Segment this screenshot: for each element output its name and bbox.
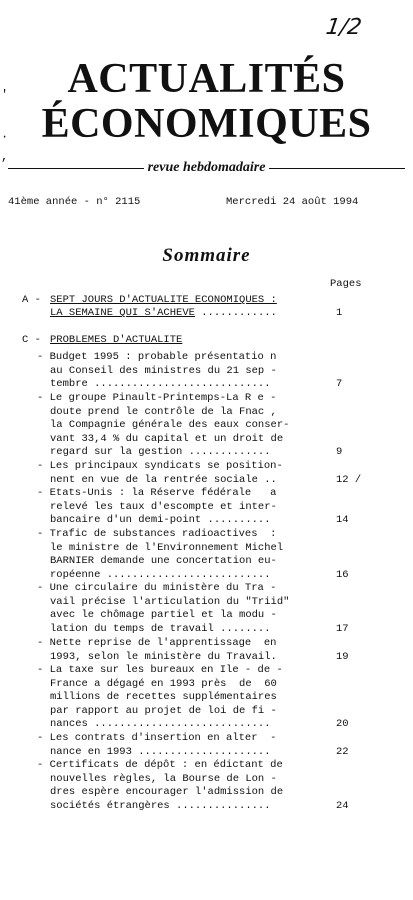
toc-item-page: 7 [336, 378, 343, 390]
toc-item-line: - Trafic de substances radioactives : [37, 528, 277, 540]
section-c-title: PROBLEMES D'ACTUALITE [50, 334, 183, 346]
section-a-title: SEPT JOURS D'ACTUALITE ECONOMIQUES : [50, 294, 277, 306]
section-a-subtitle: LA SEMAINE QUI S'ACHEVE [50, 307, 195, 319]
toc-item-page: 16 [336, 568, 349, 581]
toc-item-page: 20 [336, 718, 349, 730]
toc-item-line: nance en 1993 ..................... [50, 745, 271, 758]
toc-item-line: millions de recettes supplémentaires [50, 691, 277, 703]
title-line-2: ÉCONOMIQUES [41, 101, 372, 147]
toc-item-line: avec le chômage partiel et la modu - [50, 609, 277, 621]
toc-item-line: nances ............................ [50, 718, 271, 730]
subtitle-row [8, 159, 405, 177]
toc-item-line: - Etats-Unis : la Réserve fédérale a [37, 487, 277, 499]
subtitle: revue hebdomadaire [147, 160, 266, 175]
toc-item-page: 14 [336, 514, 349, 526]
toc-item-line: par rapport au projet de loi de fi - [50, 704, 277, 717]
toc-item-page: 24 [336, 799, 349, 812]
rule-left [8, 168, 144, 169]
toc-item-page: 17 [336, 622, 349, 635]
toc-item-line: - Une circulaire du ministère du Tra - [37, 582, 277, 594]
toc-item-line: - Les principaux syndicats se position- [37, 460, 283, 472]
toc-item-line: France a dégagé en 1993 près de 60 [50, 677, 277, 690]
toc-item-line: au Conseil des ministres du 21 sep - [50, 364, 277, 377]
toc-item-line: regard sur la gestion ............. [50, 446, 271, 458]
summary-heading: Sommaire [162, 245, 251, 266]
issue-date: Mercredi 24 août 1994 [226, 196, 359, 208]
toc-item-line: relevé les taux d'escompte et inter- [50, 500, 277, 513]
toc-item-line: nent en vue de la rentrée sociale .. [50, 473, 277, 486]
rule-right [269, 168, 405, 169]
toc-item-line: - La taxe sur les bureaux en Ile - de - [37, 664, 283, 676]
section-a-dots: ............ [201, 307, 277, 319]
margin-marks: · [1, 130, 9, 144]
toc-item-line: BARNIER demande une concertation eu- [50, 555, 277, 567]
toc-item-line: bancaire d'un demi-point .......... [50, 514, 271, 526]
title-line-1: ACTUALITÉS [67, 56, 346, 102]
toc-item-line: sociétés étrangères ............... [50, 799, 271, 812]
page-number-annotation: 1/2 [324, 15, 364, 40]
toc-item-line: - Budget 1995 : probable présentatio n [37, 351, 277, 363]
margin-marks: ' [1, 88, 9, 102]
toc-item-line: 1993, selon le ministère du Travail. [50, 650, 277, 663]
toc-item-line: le ministre de l'Environnement Michel [50, 541, 284, 554]
toc-item-line: lation du temps de travail ........ [50, 622, 271, 635]
section-a-title [50, 307, 277, 321]
toc-item-page: 12 / [336, 473, 362, 486]
section-letter-c: C - [22, 334, 41, 346]
toc-item-line: - Le groupe Pinault-Printemps-La R e - [37, 392, 277, 404]
pages-column-label: Pages [330, 278, 362, 290]
toc-item-line: tembre ............................ [50, 378, 271, 390]
toc-item-line: - Les contrats d'insertion en alter - [37, 732, 277, 744]
toc-item-line: dres espère encourager l'admission de [50, 786, 284, 798]
toc-item-line: - Nette reprise de l'apprentissage en [37, 637, 277, 649]
toc-item-page: 19 [336, 650, 349, 663]
issue-info: 41ème année - n° 2115 [8, 196, 141, 208]
toc-item-line: la Compagnie générale des eaux conser- [50, 419, 290, 431]
toc-item-line: - Certificats de dépôt : en édictant de [37, 759, 283, 771]
toc-item-page: 22 [336, 745, 349, 758]
toc-item-line: doute prend le contrôle de la Fnac , [50, 405, 277, 418]
section-a-page: 1 [336, 307, 343, 319]
toc-item-page: 9 [336, 446, 343, 458]
toc-item-line: ropéenne .......................... [50, 568, 271, 581]
margin-marks: , [1, 150, 9, 164]
toc-item-line: vant 33,4 % du capital et un droit de [50, 432, 284, 445]
toc-item-line: nouvelles règles, la Bourse de Lon - [50, 772, 277, 785]
section-letter-a: A - [22, 294, 41, 306]
toc-item-line: vail précise l'articulation du "Triid" [50, 595, 290, 608]
